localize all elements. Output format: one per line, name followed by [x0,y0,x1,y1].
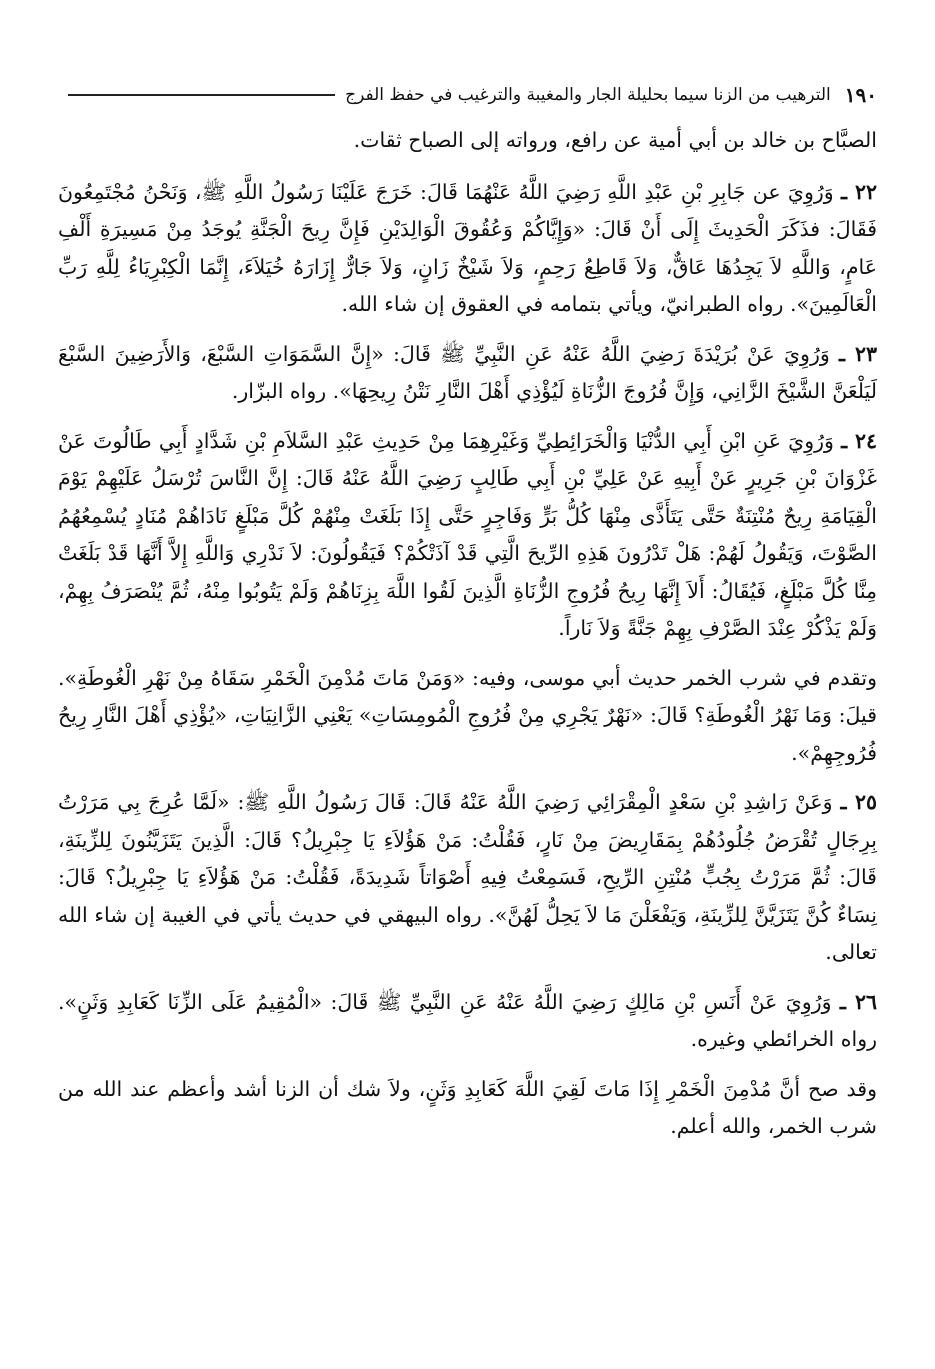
hadith-number: ٢٢ ـ [841,179,877,204]
hadith-26 [58,984,877,1059]
hadith-24 [58,423,877,648]
closing-paragraph [58,1071,877,1146]
hadith-number: ٢٥ ـ [840,790,877,814]
running-title: الترهيب من الزنا سيما بحليلة الجار والمغيبة والترغيب في حفظ الفرج [345,85,831,105]
hadith-text: وَرُوِيَ عن جَابِرِ بْنِ عَبْدِ اللَّهِ رَضِيَ اللَّهُ عَنْهُمَا قَالَ: خَرَجَ عَلَيْنَا رَسُولُ اللَّهِ ﷺ، وَنَحْنُ مُجْتَمِعُونَ فَقَالَ: فذَكَرَ الْحَدِيثَ إِلَى أَنْ قَالَ: «وَإِيَّاكُمْ وَعُقُوقَ الْوَالِدَيْنِ فَإِنَّ رِيحَ الْجَنَّةِ يُوجَدُ مِنْ مَسِيرَةِ أَلْفِ عَامٍ، وَاللَّهِ لاَ يَجِدُهَا عَاقٌّ، وَلاَ قَاطِعُ رَحِمٍ، وَلاَ شَيْخٌ زَانٍ، وَلاَ جَارٌّ إِزَارَهُ خُيَلاَءَ، إِنَّمَا الْكِبْرِيَاءُ لِلَّهِ رَبِّ الْعَالَمِينَ». رواه الطبرانيّ، ويأتي بتمامه في العقوق إن شاء الله. [58,179,877,316]
commentary-paragraph [58,660,877,773]
hadith-number: ٢٦ ـ [839,989,877,1014]
paragraph-text: وقد صح أنَّ مُدْمِنَ الْخَمْرِ إِذَا مَاتَ لَقِيَ اللَّهَ كَعَابِدِ وَثَنٍ، ولاَ شك أن الزنا أشد وأعظم عند الله من شرب الخمر، والله أعلم. [58,1076,877,1138]
paragraph [58,122,877,160]
page-body [58,122,877,1158]
hadith-text: وَعَنْ رَاشِدِ بْنِ سَعْدٍ الْمِقْرَائِي رَضِيَ اللَّهُ عَنْهُ قَالَ: قَالَ رَسُولُ اللَّهِ ﷺ: «لَمَّا عُرِجَ بِي مَرَرْتُ بِرِجَالٍ تُقْرَضُ جُلُودُهُمْ بِمَقَارِيضَ مِنْ نَارٍ، فَقُلْتُ: مَنْ هَؤُلاَءِ يَا جِبْرِيلُ؟ قَالَ: الَّذِينَ يَتَزَيَّنُونَ لِلزِّينَةِ، قَالَ: ثُمَّ مَرَرْتُ بِجُبٍّ مُنْتِنِ الرِّيحِ، فَسَمِعْتُ فِيهِ أَصْوَاتاً شَدِيدَةً، فَقُلْتُ: مَنْ هَؤُلاَءِ يَا جِبْرِيلُ؟ قَالَ: نِسَاءٌ كُنَّ يَتَزَيَّنَّ لِلزِّينَةِ، وَيَفْعَلْنَ مَا لاَ يَحِلُّ لَهُنَّ». رواه البيهقي في حديث يأتي في الغيبة إن شاء الله تعالى. [58,790,877,964]
hadith-text: وَرُوِيَ عَنْ أَنَسِ بْنِ مَالِكٍ رَضِيَ اللَّهُ عَنْهُ عَنِ النَّبِيِّ ﷺ قَالَ: «الْمُقِيمُ عَلَى الزِّنَا كَعَابِدِ وَثَنٍ». رواه الخرائطي وغيره. [58,989,877,1051]
page-number: ١٩٠ [844,83,877,107]
hadith-23 [58,336,877,411]
hadith-text: وَرُوِيَ عَنْ بُرَيْدَةَ رَضِيَ اللَّهُ عَنْهُ عَنِ النَّبِيِّ ﷺ قَالَ: «إِنَّ السَّمَوَاتِ السَّبْعَ، وَالأَرَضِينَ السَّبْعَ لَيَلْعَنَّ الشَّيْخَ الزَّانِي، وَإِنَّ فُرُوجَ الزُّنَاةِ لَيُؤْذِي أَهْلَ النَّارِ نَتْنُ رِيحِهَا». رواه البزّار. [58,341,877,403]
hadith-25 [58,784,877,972]
hadith-22 [58,174,877,324]
paragraph-text: الصبَّاح بن خالد بن أبي أمية عن رافع، ورواته إلى الصباح ثقات. [353,128,877,152]
paragraph-text: وتقدم في شرب الخمر حديث أبي موسى، وفيه: «وَمَنْ مَاتَ مُدْمِنَ الْخَمْرِ سَقَاهُ مِنْ نَهْرِ الْغُوطَةِ». قيلَ: وَمَا نَهْرُ الْغُوطَةِ؟ قَالَ: «نَهْرٌ يَجْرِي مِنْ فُرُوجِ الْمُومِسَاتِ» يَعْنِي الزَّانِيَاتِ، «يُؤْذِي أَهْلَ النَّارِ رِيحُ فُرُوجِهِمْ». [58,665,877,765]
hadith-text: وَرُوِيَ عَنِ ابْنِ أَبِي الدُّنْيَا وَالْخَرَائِطِيِّ وَغَيْرِهِمَا مِنْ حَدِيثِ عَبْدِ السَّلاَمِ بْنِ شَدَّادٍ أَبِي طَالُوتَ عَنْ غَزْوَانَ بْنِ جَرِيرٍ عَنْ أَبِيهِ عَنْ عَلِيِّ بْنِ أَبِي طَالِبٍ رَضِيَ اللَّهُ عَنْهُ قَالَ: إِنَّ النَّاسَ تُرْسَلُ عَلَيْهِمْ يَوْمَ الْقِيَامَةِ رِيحٌ مُنْتِنَةٌ حَتَّى يَتَأَذَّى مِنْهَا كُلُّ بَرٍّ وَفَاجِرٍ حَتَّى إِذَا بَلَغَتْ مِنْهُمْ كُلَّ مَبْلَغٍ نَادَاهُمْ مُنَادٍ يُسْمِعُهُمُ الصَّوْتَ، وَيَقُولُ لَهُمْ: هَلْ تَدْرُونَ هَذِهِ الرِّيحَ الَّتِي قَدْ آذَتْكُمْ؟ فَيَقُولُونَ: لاَ نَدْرِي وَاللَّهِ إِلاَّ أَنَّهَا قَدْ بَلَغَتْ مِنَّا كُلَّ مَبْلَغٍ، فَيُقَالُ: أَلاَ إِنَّهَا رِيحُ فُرُوجِ الزُّنَاةِ الَّذِينَ لَقُوا اللَّهَ بِزِنَاهُمْ وَلَمْ يَتُوبُوا مِنْهُ، ثُمَّ يُنْصَرَفُ بِهِمْ، وَلَمْ يَذْكُرْ عِنْدَ الصَّرْفِ بِهِمْ جَنَّةً وَلاَ نَاراً. [58,428,877,640]
page-header [58,78,877,112]
header-rule [68,94,335,96]
hadith-number: ٢٤ ـ [841,428,877,453]
hadith-number: ٢٣ ـ [839,341,877,366]
